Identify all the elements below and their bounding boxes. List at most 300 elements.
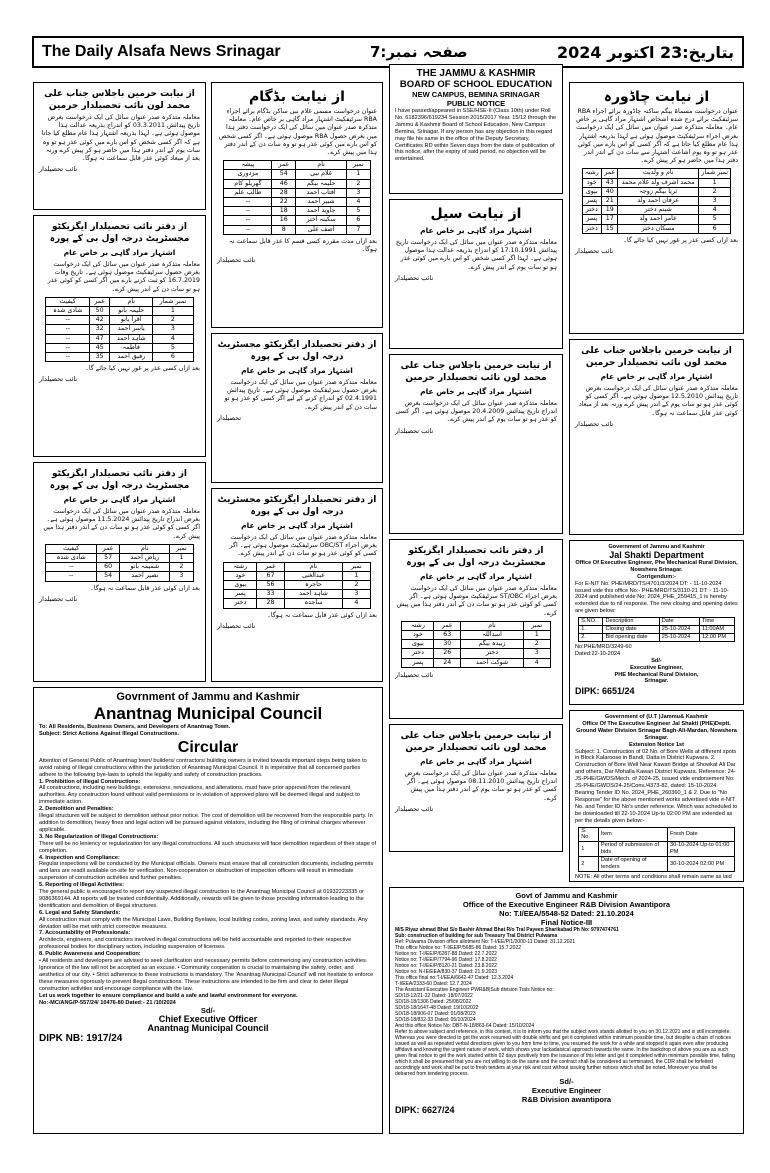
table-cell: 1 (347, 170, 370, 179)
chadoora-notice (569, 82, 744, 334)
table-header-cell: عمر (96, 544, 119, 553)
table-row (579, 633, 734, 641)
notice-to: M/S Riyaz ahmad Bhat S/o Bashir Ahmad Bhat R/o Tral Payeen Sharikabad Ph No: 9797474761 (395, 927, 619, 933)
notice-body: معاملہ متذکرہ صدر عنوان میں سائل کی ایک درخواست بغرض حصول سرٹیفکیٹ موصول ہوئی ہے۔ تاریخ پیدائش 02.4.1991 کو اندراج کرنے کے لیے اگر کسی کو عذر ہو تو سات دن کے اندر پیش کرے۔ (224, 379, 377, 411)
notice-note: NOTE: All other terms and conditions shall remain same as laid (575, 873, 732, 880)
table-header-row (402, 621, 550, 630)
table-cell: 60 (96, 563, 119, 572)
table-header-cell: پیشہ (224, 161, 272, 170)
table-cell: 17 (602, 215, 618, 224)
table-row (402, 658, 550, 667)
table-cell: مسکان دختر (618, 224, 698, 233)
table-cell: ساجدہ (284, 599, 343, 608)
reference-line: SD/18-18/1306 Dated: 25/08/2022 (395, 999, 472, 1005)
table-cell: خود (402, 631, 434, 640)
table-cell: 35 (90, 353, 110, 362)
notice-subheading: اشتہار مراد گاہی بر خاص عام (241, 521, 353, 530)
table-cell: دختر (402, 649, 434, 658)
table-cell: شمیمہ بانو (120, 563, 170, 572)
table-cell: 54 (96, 572, 119, 581)
circular-point: 6. Legal and Safety Standards: All construction must comply with the Municipal Laws, Building Byelaws, local building codes, zoning laws, and safety standards. Any deviation will be met with strict corrective measures. (39, 909, 368, 930)
notice-body: معاملہ متذکرہ صدر عنوان میں سائل کی ایک درخواست تاریخ پیدائش 17.10.1991 کو اندراج بذریعہ عدالت ہذا موصول ہوئی ہے۔ لہذا اگر کسی شخص کو اس بارے میں کوئی عذر ہو تو سات یوم کے اندر پیش کرے۔ (395, 239, 557, 271)
table-header-cell: رشتہ (582, 169, 602, 178)
notice-subheading: اشتہار مراد گاہی بر خاص عام (420, 387, 532, 396)
table-header-cell: رشتہ (224, 562, 257, 571)
table-row (582, 187, 731, 196)
notice-heading: از نیابت سیل (430, 206, 522, 222)
table-header-cell: عمر (257, 562, 285, 571)
notice-footer: بعد ازاں کوئی عذر قابل سماعت نہ ہوگا۔ (90, 584, 200, 592)
rb-final-notice (389, 887, 744, 1134)
ref-date: Dated:22-10-2024 (575, 650, 621, 657)
table-cell: -- (224, 198, 272, 207)
reference-line: SD/18-18/906-07 Dated: 01/08/2023 (395, 1011, 476, 1017)
table-row (224, 581, 370, 590)
table-header-row (46, 544, 193, 553)
table-cell: 22 (272, 198, 296, 207)
notice-heading: از دفتر نائب تحصیلدار ایگزیکٹو مجسٹریٹ درجہ اول بی کے پورہ (49, 469, 190, 491)
final-notice-label: Final Notice-III (540, 918, 593, 927)
table-row (224, 170, 370, 179)
table-cell: بیوی (224, 581, 257, 590)
notice-signature: نائب تحصیلدار (217, 621, 256, 630)
table-cell: 3 (343, 590, 370, 599)
table-cell: زبیدہ بیگم (461, 640, 524, 649)
table-header-cell: نمبر (347, 161, 370, 170)
circular-point: 5. Reporting of Illegal Activities: The general public is encouraged to report any suspected illegal construction to the Anantnag Municipal Council at 01932223335 or 9086369144. All reports will be treated confidentially. Additionally, rewards will be given to those providing information leading to the identification and demolition of illegal structures. (39, 882, 364, 909)
table-cell: Period of submission of bids (598, 842, 667, 857)
table-row (46, 325, 193, 334)
table-cell: حاجرہ (284, 581, 343, 590)
table-cell: 57 (96, 554, 119, 563)
notice-footer: بعد ازاں کسی عذر پر غور نہیں کیا جائے گا۔ (85, 365, 200, 373)
reference-list (395, 939, 738, 1029)
table-cell: سکینہ اختر (296, 216, 347, 225)
table-row (582, 178, 731, 187)
notice-number: No: T.I/EEA/5548-52 Dated: 21.10.2024 (499, 909, 634, 918)
circular-closing: Let us work together to ensure compliance and build a safe and lawful environment for everyone. (39, 992, 298, 999)
table-cell: 21 (602, 197, 618, 206)
table-cell: 2 (170, 563, 193, 572)
table-row (402, 640, 550, 649)
table-cell: 1 (579, 842, 599, 857)
extension-label: Extension Notice 1st (628, 741, 685, 748)
table-cell: ریاض احمد (120, 554, 170, 563)
circular-ref: No:-MC/ANG/P-557/24/ 10476-80 Dated:- 21 /10/2024 (39, 999, 176, 1006)
table-row (46, 316, 193, 325)
family-table (582, 168, 732, 233)
table-row (579, 857, 734, 872)
circular-title: Circular (177, 738, 239, 756)
notice-body: معاملہ متذکرہ صدر عنوان میں سائل کی ایک درخواست بغرض اندراج تاریخ پیدائش 11.5.2024 موصول ہوئی ہے۔ اگر کسی کو کوئی عذر ہو تو سات دن کے اندر دفتر ہذا میں پیش کرے۔ (43, 508, 200, 540)
table-cell: -- (46, 353, 90, 362)
notice-body: عنوان درخواست مسماۃ بیگم ساکنہ چاڈورہ برائے اجراء RBA سرٹیفکیٹ برائے درج شدہ اشخاص اشتہار مراد گاہی بر خاص عام۔ معاملہ متذکرہ صدر عنوان میں سائل کی ایک درخواست بغرض اجراء سرٹیفکیٹ موصول ہوئی ہے لہذا بذریعہ اشتہار ہذا عام مطلع کیا جاتا ہے کہ اگر کسی کو اس بارے میں کوئی عذر ہو تو وہ یوم اشاعت اشتہار سے سات دن کے اندر اندر دفتر ہذا میں حاضر ہو کر پیش کرے۔ (576, 108, 738, 165)
table-cell: شبیر احمد (296, 198, 347, 207)
table-cell: 2 (153, 316, 193, 325)
table-cell: گھریلو کام (224, 179, 272, 188)
notice-subheading: اشتہار مراد گاہی بر خاص عام (63, 248, 176, 257)
table-cell: شوکت احمد (461, 658, 524, 667)
table-cell: ثریا بیگم زوجہ (618, 187, 698, 196)
table-cell: 2. (579, 633, 603, 641)
table-cell: 4 (343, 599, 370, 608)
table-cell: دختر (224, 599, 257, 608)
table-cell: 3 (523, 649, 550, 658)
notice-subheading: اشتہار مراد گاہی بر خاص عام (420, 226, 532, 235)
reference-line: T-I/EEA/2333-60 Dated: 12.7.2024 (395, 981, 472, 987)
table-row (579, 626, 734, 634)
table-cell: طالب علم (224, 188, 272, 197)
table-cell: 42 (90, 316, 110, 325)
notice-heading: از دفتر تحصیلدار ایگزیکٹو مجسٹریٹ درجہ اول بی کے پورہ (217, 340, 377, 362)
dates-table (578, 617, 734, 642)
table-cell: 5 (698, 215, 731, 224)
reference-line: This office Notice no: T-I/EE/P/5685-86 Dated: 15.7.2022 (395, 945, 522, 951)
court-notice-tehsildar-1 (211, 333, 383, 483)
table-cell: 56 (257, 581, 285, 590)
circular-point: 1. Prohibition of Illegal Constructions: All constructions, including new buildings, extensions, renovations, and alterations, must have prior approval from the relevant authorities. Any construction found without valid permissions or in violation of approved plans will be deemed illegal and subject to immediate action. (39, 778, 360, 806)
table-cell: اسداللہ (461, 631, 524, 640)
table-cell: عامر احمد ولد (618, 215, 698, 224)
table-row (402, 631, 550, 640)
table-header-cell: نام (110, 297, 153, 306)
notice-body: معاملہ متذکرہ صدر عنوان سائل کی ایک درخواست بغرض اندراج تاریخ پیدائش 08.11.2010 موصول ہوئی ہے۔ اگر کسی کو عذر ہو تو سات یوم کے اندر دفتر ہذا میں پیش کرے۔ (404, 770, 557, 802)
reference-line: The Assistant Executive Engineer PWR&B|Sub division Trals Notice no: (395, 987, 554, 993)
corrigendum-label: Corrigendum:- (637, 573, 676, 580)
table-row (46, 353, 193, 362)
table-cell: 30 (434, 640, 461, 649)
notice-heading: از نیابت حرمین باجلاس جناب علی محمد لون نائب تحصیلدار حرمین (400, 361, 552, 383)
table-header-cell: نام و ولدیت (618, 169, 698, 178)
table-row (582, 215, 731, 224)
table-cell: جاوید احمد (296, 207, 347, 216)
table-cell: شاہد احمد (110, 334, 153, 343)
table-cell: 5 (153, 343, 193, 352)
notice-signature: نائب تحصیلدار (39, 375, 78, 384)
table-cell: پسر (224, 590, 257, 599)
table-header-cell: عمر (90, 297, 110, 306)
table-cell: 2 (579, 857, 599, 872)
notice-body: معاملہ متذکرہ صدر عنوان میں سائل کی ایک درخواست بغرض اجراء ST/OBC سرٹیفکیٹ موصول ہوئی ہے۔ اگر کسی کو کوئی عذر ہو تو سات دن کے اندر دفتر ہذا میں پیش کرے۔ (396, 585, 557, 617)
table-row (224, 599, 370, 608)
notice-body: عنوان درخواست مسمی غلام نبی ساکن بڈگام برائے اجراء RBA سرٹیفکیٹ اشتہار مراد گاہی بر خاص عام۔ معاملہ متذکرہ صدر عنوان میں سائل کی ایک درخواست دفتر ہذا میں بغرض حصول RBA موصول ہوئی ہے۔ اگر کسی شخص کو اس بارے میں کوئی عذر ہو تو وہ سات دن کے اندر دفتر ہذا میں پیش کرے۔ (218, 108, 377, 157)
table-cell: 3 (698, 197, 731, 206)
table-cell: 1 (523, 631, 550, 640)
reference-line: Notice no: T-I/EE/P/7794-96 Dated: 17.8.2022 (395, 957, 497, 963)
table-cell: 30-10-2024 02:00 PM (668, 857, 735, 872)
govt-line: Govrnment of Jammu and Kashmir (116, 691, 300, 703)
masthead (32, 36, 744, 68)
signatory-council: Anantnag Municipal Council (147, 1023, 269, 1034)
board-title: THE JAMMU & KASHMIR (416, 68, 536, 79)
table-cell: Fresh Date (668, 827, 735, 842)
table-cell: 2 (523, 640, 550, 649)
table-cell: آفتاب احمد (296, 188, 347, 197)
table-cell: حلیمہ بانو (110, 307, 153, 316)
dept-title: Jal Shakti Department (609, 549, 704, 560)
notice-footer: بعد ازاں کوئی عذر قابل سماعت نہ ہوگا۔ (267, 611, 377, 619)
table-cell: Bid opening date (603, 633, 659, 641)
table-cell: 4 (523, 658, 550, 667)
table-cell: 24 (434, 658, 461, 667)
dates-table (578, 827, 734, 872)
issue-date: بتاریخ:23 اکتوبر 2024 (557, 42, 734, 62)
table-cell: 30-10-2024 Up-to 01:00 PM (668, 842, 735, 857)
table-header-cell: نام (296, 161, 347, 170)
table-cell: 6 (698, 224, 731, 233)
family-table (223, 562, 370, 609)
notice-heading: از نیابت حرمین باجلاس جناب علی محمد لون نائب تحصیلدار حرمین (581, 346, 732, 368)
table-cell: -- (46, 572, 96, 581)
sd-mark: Sd/- (651, 657, 662, 664)
table-header-row (224, 161, 370, 170)
notice-signature: نائب تحصیلدار (39, 165, 78, 174)
notice-signature: نائب تحصیلدار (395, 273, 434, 282)
table-cell: 67 (257, 571, 285, 580)
reference-line: Notice no: T-I/EE/P/6287-88 Dated: 22.7.2022 (395, 951, 497, 957)
table-cell: S. No. (579, 827, 599, 842)
notice-heading: از دفتر نائب تحصیلدار ایگزیکٹو مجسٹریٹ درجہ اول بی کے پورہ (406, 546, 546, 568)
table-cell: بیوی (582, 187, 602, 196)
table-header-cell: عمر (602, 169, 618, 178)
notice-sub: Sub: construction of building for sub Treasury Tral District Pulwama (395, 933, 558, 939)
notice-heading: از دفتر تحصیلدار ایگزیکٹو مجسٹریٹ درجہ اول بی کے پورہ (217, 495, 377, 517)
table-cell: Item (598, 827, 667, 842)
govt-line: Government of Jammu and Kashmir (608, 544, 705, 550)
table-cell: S.NO. (579, 618, 603, 626)
notice-subheading: اشتہار مراد گاہی بر خاص عام (420, 757, 532, 766)
table-cell: -- (224, 207, 272, 216)
table-header-cell: عمر (434, 621, 461, 630)
table-cell: حلیمہ بیگم (296, 179, 347, 188)
table-cell: 15 (602, 224, 618, 233)
table-cell: -- (46, 334, 90, 343)
table-row (46, 334, 193, 343)
notice-footer: بعد ازاں مدت مقررہ کسی قسم کا عذر قابل سماعت نہ ہوگا۔ (228, 237, 377, 254)
table-header-cell: نمبر (343, 562, 370, 571)
notice-subheading: اشتہار مراد گاہی بر خاص عام (420, 572, 532, 581)
table-cell: 47 (90, 334, 110, 343)
office-line: Office Of The Executive Engineer Jal Shakti (PHE)Deptt. Ground Water Division Srinagar Bagh-Ali-Mardan, Nowshera Srinagar. (576, 720, 737, 741)
table-cell: 3 (170, 572, 193, 581)
notice-body: For E-NIT No. PHE/MRD/TS/4701/3/2024 DT: - 11-10-2024 issued vide this office No:- PHE/MRD/TS/3110-21 DT: - 11-10-2024 and published vide No: 2024_PHE_259415_1 is hereby extended due to nil response. The new closing and opening dates are given below: (575, 580, 738, 615)
family-table (45, 544, 193, 582)
table-cell: اقرا بانو (110, 316, 153, 325)
table-cell: عرفان احمد ولد (618, 197, 698, 206)
notice-signature: نائب تحصیلدار (39, 594, 78, 603)
reference-line: SD/18-18/1647-48 Dated: 19/10/2022 (395, 1005, 479, 1011)
table-cell: Closing date (603, 626, 659, 634)
table-cell: آصف علی (296, 225, 347, 234)
notice-signature: تحصیلدار (217, 413, 242, 422)
notice-signature: نائب تحصیلدار (395, 426, 434, 435)
table-row (46, 554, 193, 563)
jal-shakti-corrigendum (569, 540, 744, 705)
table-cell: 2 (343, 581, 370, 590)
table-row (224, 590, 370, 599)
table-cell: 4 (698, 206, 731, 215)
notice-footer: بعد ازاں کسی عذر پر غور نہیں کیا جائے گا۔ (623, 236, 738, 244)
reference-line: This office final no:T-I/EEA/6642-47 Dated: 12.3.2024 (395, 975, 514, 981)
table-cell: 3 (153, 325, 193, 334)
table-header-cell: نمبر شمار (698, 169, 731, 178)
table-cell: 1 (698, 178, 731, 187)
court-notice-st-obc (389, 539, 563, 719)
court-notice-harmain-right (569, 339, 744, 535)
jal-shakti-extension-notice (569, 710, 744, 882)
notice-body: I have passed/appeared in SSE/HSE-II (Class 10th) under Roll No. 6182396/619234 Session 2015/2017 Year. 15/12 through the Jammu & Kashmir Board of School Education, New Campus Bemina, Srinagar. If any person has any objection in this regard may file his same in the office of the Deputy Secretary, Certificates RD within Seven days from the date of publication of this notice, after the expiry of said period, no objection will be entertained. (395, 108, 557, 163)
table-cell: -- (46, 563, 96, 572)
table-cell: محمد اشرف ولد غلام محمد (618, 178, 698, 187)
table-row (224, 179, 370, 188)
table-cell: پسر (582, 197, 602, 206)
court-notice-tehsildar-2 (211, 488, 383, 682)
signatory-city: Srinagar. (644, 678, 669, 685)
notice-signature: نائب تحصیلدار (395, 804, 434, 813)
govt-line: Govt of Jammu and Kashmir (515, 891, 618, 900)
table-cell: نصیر احمد (120, 572, 170, 581)
ref-no: No:PHE/MRD/3249-60 (575, 643, 632, 650)
court-notice-bk-pora-2 (33, 462, 206, 682)
table-cell: Time (700, 618, 735, 626)
notice-body: Refer to above subject and reference, in this context, it is to inform you that the subject work stands allotted to you on 30.12.2021 and is still incomplete. Whereas you were directed to get the work resumed with double shifts and get it completed within minimum possible time, but despite a chain of notices issued as well as repeated verbal directions given to you from time to time, you resumed the work for a while and stopped it again even after producing affidavit and knowing the urgent nature of work, which shows your lackadaisical approach towards the same. In the backdrop of above you are as such given final notice to get the work started within 02 days positively from the issuance of this letter and get it completed within minimum possible time, failing which it shall be presumed that you are not willing to do the same and the contract shall be considered as terminated, the CDR shall be forfeited accordingly and work shall be put to fresh tenders at your risk and cost without issuing further notices which shall be noted. Moreover you shall be debarred from tendering process. (395, 1029, 735, 1077)
table-cell: 25-10-2024 (659, 633, 699, 641)
notice-body: Subject: 1. Construction of 02 No. of Bore Wells at different spots in Block Kalaroose in Bandi, Datta in District Kupwara. 2. Construction of Bore Well Near Kawari Bridge at Showkat Ali Dar and others, Dar Mohalla Kawari District Kupwara. Reference: 24-JS-PHE/GWDS/Mech. of 2024-25, issued vide endorsement No: JS-PHE/GWDS/24-25/Conv./4373-82, dated: 15-10-2024. Bearing Tender ID No. 2024_PHE_260360_1 & 2. Due to "No Response" for the above mentioned works advertised vide e-NIT No. and Tender ID No's under reference. Which was scheduled to be downloaded till 22-10-2024 Up-to 02:00 PM are extended as per the details given below:- (575, 748, 738, 824)
table-cell: 45 (90, 343, 110, 352)
table-cell: مزدوری (224, 170, 272, 179)
table-row (582, 224, 731, 233)
table-header-cell: نمبر شمار (153, 297, 193, 306)
table-cell: 2 (347, 179, 370, 188)
table-cell: 1 (153, 307, 193, 316)
table-cell: 1 (343, 571, 370, 580)
office-line: Office of the Executive Engineer R&B Division Awantipora (462, 900, 671, 909)
table-header-cell: کیفیت (46, 544, 96, 553)
table-cell: بیوی (402, 640, 434, 649)
court-notice-harmain-top (33, 82, 206, 210)
signatory-division: R&B Division awantipora (521, 1095, 612, 1104)
table-header-cell: کیفیت (46, 297, 90, 306)
jk-board-public-notice (389, 64, 563, 194)
table-header-cell: رشتہ (402, 621, 434, 630)
notice-body: معاملہ متذکرہ صدر عنوان میں سائل کی ایک درخواست بغرض اجراء OBC/ST سرٹیفکیٹ موصول ہوئی ہے۔ اگر کسی کو کوئی عذر ہو تو سات دن کے اندر پیش کرے۔ (229, 534, 377, 558)
table-cell: 12:00 PM (700, 633, 735, 641)
table-row (224, 571, 370, 580)
table-cell: 8 (272, 225, 296, 234)
table-cell: Date of opening of tenders (598, 857, 667, 872)
table-header-cell: نمبر (170, 544, 193, 553)
table-cell: دختر (582, 206, 602, 215)
table-row (46, 307, 193, 316)
court-notice-harmain-mid (389, 354, 563, 534)
notice-signature: نائب تحصیلدار (217, 256, 256, 265)
court-notice-bk-pora-1 (33, 215, 206, 457)
table-cell: 7 (347, 225, 370, 234)
table-cell: 25-10-2024 (659, 626, 699, 634)
table-cell: 4 (153, 334, 193, 343)
table-header-cell: نام (120, 544, 170, 553)
table-cell: 1 (170, 554, 193, 563)
table-cell: شادی شدہ (46, 554, 96, 563)
table-cell: 26 (434, 649, 461, 658)
table-cell: 6 (347, 216, 370, 225)
table-row (582, 206, 731, 215)
table-cell: 19 (602, 206, 618, 215)
table-cell: -- (46, 316, 90, 325)
circular-point: 7. Accountability of Professionals: Architects, engineers, and contractors involved in illegal constructions will be held accountable and reported to their respective professional bodies for disciplinary action, including suspension of licenses. (39, 930, 352, 951)
table-header-cell: عمر (272, 161, 296, 170)
council-name: Anantnag Municipal Council (93, 704, 323, 723)
notice-signature: نائب تحصیلدار (575, 247, 614, 256)
notice-body: معاملہ متذکرہ صدر عنوان سائل کی ایک درخواست بغرض تاریخ پیدائش 03.3.2011 کو اندراج بذریعہ عدالت ہذا موصول ہوئی ہے۔ لہذا بذریعہ اشتہار ہذا عام مطلع کیا جاتا ہے کہ اگر کسی شخص کو اس بارے میں کوئی عذر ہو تو وہ سات یوم کے اندر دفتر ہذا میں حاضر ہو کر پیش کرے ورنہ بعد از میعاد کوئی عذر قابل سماعت نہ ہوگا۔ (41, 114, 200, 163)
table-row (46, 343, 193, 352)
notice-subheading: اشتہار مراد گاہی بر خاص عام (241, 366, 353, 375)
table-cell: دختر (582, 224, 602, 233)
table-row (579, 827, 734, 842)
circular-points (39, 779, 377, 993)
circular-point: 3. No Regularization of Illegal Constructions: There will be no leniency or regularization for any illegal constructions. All such structures will face demolition regardless of their stage of completion. (39, 833, 377, 854)
signatory-title: Executive Engineer, (630, 664, 683, 671)
table-cell: 4 (347, 198, 370, 207)
notice-body: معاملہ متذکرہ صدر عنوان میں سائل کی ایک درخواست بغرض حصول سرٹیفکیٹ موصول ہوئی ہے۔ تاریخ وفات 16.7.2019 کو ثبت کرنے بارے میں اگر کسی کو کوئی عذر ہو تو سات دن کے اندر پیش کرے۔ (47, 261, 200, 293)
table-cell: 16 (272, 216, 296, 225)
table-cell: پسر (402, 658, 434, 667)
govt-line: Government of (U.T )Jammu& Kashmir (604, 714, 709, 720)
table-cell: Description (603, 618, 659, 626)
dipk-number: DIPK: 6651/24 (575, 686, 635, 697)
table-row (46, 563, 193, 572)
table-cell: 33 (257, 590, 285, 599)
table-cell: 1. (579, 626, 603, 634)
anantnag-circular (33, 687, 383, 1134)
budgam-notice (211, 82, 383, 328)
page-label: صفحہ نمبر:7 (369, 43, 468, 61)
circular-point: 4. Inspection and Compliance: Regular inspections will be conducted by the Municipal officials. Owners must ensure that all construction documents, including permits and lans are readil available on-site for verification. Non-cooperation or obstruction of inspection officers will result in immediate suspension of construction activities and further penalties. (39, 854, 374, 882)
circular-to: To: All Residents, Business Owners, and Developers of Anantnag Town. (39, 724, 231, 730)
table-cell: عبدالغنی (284, 571, 343, 580)
family-table (223, 160, 370, 235)
signatory-division: PHE Mechanical Rural Division, (614, 671, 699, 678)
table-cell: فاطمہ (110, 343, 153, 352)
signatory-title: Chief Executive Officer (158, 1014, 258, 1025)
paper-name: The Daily Alsafa News Srinagar (42, 43, 281, 60)
table-cell: 2 (698, 187, 731, 196)
family-table (401, 621, 550, 668)
table-cell: 28 (257, 599, 285, 608)
table-cell: 32 (90, 325, 110, 334)
table-cell: رفیق احمد (110, 353, 153, 362)
table-cell: -- (224, 225, 272, 234)
circular-point: 2. Demolition and Penalties: Illegal structures will be subject to demolition without prior notice. The cost of demolition will be recovered from the responsible party. In addition to demolition, heavy fines and legal action will be pursued against violators, including the filing of criminal charges wherever applicable. (39, 806, 373, 833)
sil-notice (389, 199, 563, 349)
table-cell: 50 (90, 307, 110, 316)
office-line: Office Of Executive Engineer, Phe Mechanical Rural Division, Nowshera Srinagar. (575, 559, 738, 573)
table-row (582, 197, 731, 206)
table-cell: خود (224, 571, 257, 580)
table-row (224, 225, 370, 234)
table-cell: 3 (347, 188, 370, 197)
dipk-number: DIPK NB: 1917/24 (39, 1033, 123, 1045)
table-cell: 5 (347, 207, 370, 216)
table-cell: 54 (272, 170, 296, 179)
table-row (224, 198, 370, 207)
family-table (45, 297, 193, 362)
table-header-cell: نام (284, 562, 343, 571)
table-row (579, 842, 734, 857)
table-cell: شبنم دختر (618, 206, 698, 215)
table-cell: -- (46, 325, 90, 334)
notice-heading: از نیابت حرمین باجلاس جناب علی محمد لون نائب تحصیلدار حرمین (44, 89, 195, 111)
